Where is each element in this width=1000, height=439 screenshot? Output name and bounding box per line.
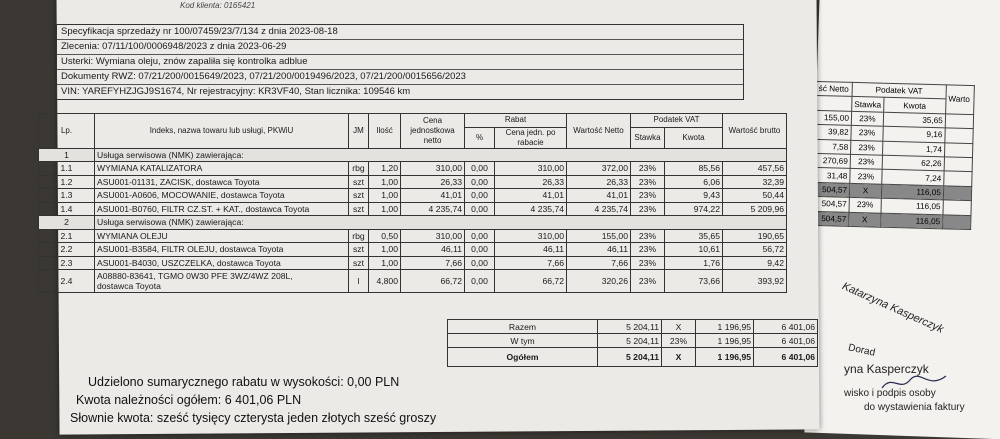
- item-vat-rate: 23%: [631, 229, 665, 243]
- item-gross: 190,65: [723, 229, 787, 243]
- side-vat-table: [812, 81, 975, 230]
- item-lp: 2.1: [39, 229, 95, 243]
- item-jm: rbg: [349, 162, 369, 176]
- table-row: [39, 256, 787, 270]
- section-header-row: [39, 148, 787, 162]
- item-vat-amount: 85,56: [665, 162, 723, 176]
- side-vat: 35,65: [883, 112, 945, 128]
- side-net: 504,57: [813, 211, 849, 226]
- item-vat-rate: 23%: [631, 189, 665, 203]
- item-vat-rate: 23%: [631, 270, 665, 293]
- col-net: Wartość Netto: [567, 114, 631, 149]
- col-rabat: Rabat: [465, 114, 567, 128]
- table-row: [39, 175, 787, 189]
- item-price-after-discount: 310,00: [495, 229, 567, 243]
- side-rate: 23%: [850, 169, 882, 184]
- table-row: [39, 202, 787, 216]
- item-unit-price: 46,11: [401, 243, 465, 257]
- totals-rate: X: [662, 320, 696, 334]
- item-qty: 1,00: [369, 189, 401, 203]
- order-line: Zlecenia: 07/11/100/0006948/2023 z dnia 2023-06-29: [57, 40, 743, 55]
- section-header-row: [39, 216, 787, 230]
- item-vat-amount: 35,65: [665, 229, 723, 243]
- item-vat-rate: 23%: [631, 162, 665, 176]
- item-name: WYMIANA OLEJU: [95, 229, 349, 243]
- totals-razem-row: [448, 320, 818, 334]
- item-net: 26,33: [567, 175, 631, 189]
- item-vat-amount: 974,22: [665, 202, 723, 216]
- item-lp: 1.1: [39, 162, 95, 176]
- item-gross: 457,56: [723, 162, 787, 176]
- item-discount-pct: 0,00: [465, 229, 495, 243]
- amount-due: Kwota należności ogółem: 6 401,06 PLN: [76, 393, 302, 407]
- col-unit-price: Cena jednostkowa netto: [401, 114, 465, 149]
- side-net-header: ść Netto: [816, 81, 852, 96]
- item-vat-rate: 23%: [631, 175, 665, 189]
- item-qty: 1,20: [369, 162, 401, 176]
- printed-name: yna Kasperczyk: [844, 362, 929, 376]
- side-rate: X: [849, 212, 881, 227]
- item-gross: 50,44: [723, 189, 787, 203]
- item-lp: 2.3: [39, 256, 95, 270]
- item-name: ASU001-A0606, MOCOWANIE, dostawca Toyota: [95, 189, 349, 203]
- totals-label: W tym: [448, 334, 598, 348]
- side-rate: 23%: [851, 140, 883, 155]
- item-name: ASU001-B3584, FILTR OLEJU, dostawca Toyota: [95, 243, 349, 257]
- col-vat-amount: Kwota: [665, 127, 723, 148]
- totals-net: 5 204,11: [598, 348, 662, 367]
- section-title: Usługa serwisowa (NMK) zawierająca:: [95, 148, 787, 162]
- item-lp: 2.4: [39, 270, 95, 293]
- col-vat-rate: Stawka: [631, 127, 665, 148]
- totals-vat: 1 196,95: [696, 334, 754, 348]
- side-net: 270,69: [814, 153, 850, 168]
- items-table: [38, 113, 787, 293]
- document-header-box: [56, 24, 744, 100]
- item-gross: 32,39: [723, 175, 787, 189]
- side-net: 7,58: [815, 139, 851, 154]
- item-discount-pct: 0,00: [465, 270, 495, 293]
- item-name: ASU001-B4030, USZCZELKA, dostawca Toyota: [95, 256, 349, 270]
- item-price-after-discount: 41,01: [495, 189, 567, 203]
- item-net: 46,11: [567, 243, 631, 257]
- item-discount-pct: 0,00: [465, 175, 495, 189]
- client-code: Kod klienta: 0165421: [180, 1, 256, 10]
- totals-net: 5 204,11: [598, 320, 662, 334]
- item-discount-pct: 0,00: [465, 256, 495, 270]
- totals-label: Razem: [448, 320, 598, 334]
- side-net: 155,00: [815, 110, 851, 125]
- totals-table: [447, 319, 818, 367]
- item-price-after-discount: 7,66: [495, 256, 567, 270]
- side-vat: 7,24: [882, 170, 944, 186]
- table-row: [39, 270, 787, 293]
- discount-note: Udzielono sumarycznego rabatu w wysokości: 0,00 PLN: [88, 375, 400, 389]
- section-lp: 1: [39, 148, 95, 162]
- side-vat: 116,05: [881, 184, 943, 200]
- col-qty: Ilość: [369, 114, 401, 149]
- spec-line: Specyfikacja sprzedaży nr 100/07459/23/7/134 z dnia 2023-08-18: [57, 25, 743, 40]
- item-vat-amount: 1,76: [665, 256, 723, 270]
- side-rate: X: [849, 183, 881, 198]
- item-jm: rbg: [349, 229, 369, 243]
- side-net: 504,57: [813, 182, 849, 197]
- amount-in-words: Słownie kwota: sześć tysięcy czterysta jeden złotych sześć groszy: [70, 411, 437, 425]
- side-net: 39,82: [815, 125, 851, 140]
- item-net: 155,00: [567, 229, 631, 243]
- item-discount-pct: 0,00: [465, 189, 495, 203]
- item-jm: szt: [349, 202, 369, 216]
- item-vat-amount: 73,66: [665, 270, 723, 293]
- side-vat: 1,74: [882, 141, 944, 157]
- item-unit-price: 66,72: [401, 270, 465, 293]
- side-vat: 62,26: [882, 155, 944, 171]
- table-row: [39, 229, 787, 243]
- side-vat: 116,05: [880, 213, 942, 229]
- item-name-line1: A08880-83641, TGMO 0W30 PFE 3WZ/4WZ 208L,: [97, 271, 293, 281]
- totals-ogolem-row: [448, 348, 818, 367]
- side-rate: 23%: [851, 126, 883, 141]
- item-unit-price: 4 235,74: [401, 202, 465, 216]
- side-gross-header: Warto: [945, 85, 974, 115]
- col-gross: Wartość brutto: [723, 114, 787, 149]
- role-text: Dorad: [847, 342, 877, 359]
- table-row: [39, 162, 787, 176]
- side-amount-header: Kwota: [883, 98, 945, 114]
- side-vat: 9,16: [883, 126, 945, 142]
- item-name-line2: dostawca Toyota: [97, 281, 161, 291]
- item-unit-price: 310,00: [401, 162, 465, 176]
- item-net: 41,01: [567, 189, 631, 203]
- item-qty: 1,00: [369, 202, 401, 216]
- item-vat-amount: 9,43: [665, 189, 723, 203]
- item-jm: szt: [349, 189, 369, 203]
- signature-caption-1: wisko i podpis osoby: [844, 388, 936, 399]
- item-lp: 1.2: [39, 175, 95, 189]
- item-gross: 5 209,96: [723, 202, 787, 216]
- table-row: [39, 243, 787, 257]
- item-discount-pct: 0,00: [465, 243, 495, 257]
- totals-vat: 1 196,95: [696, 320, 754, 334]
- totals-vat: 1 196,95: [696, 348, 754, 367]
- item-jm: szt: [349, 256, 369, 270]
- item-unit-price: 26,33: [401, 175, 465, 189]
- item-price-after-discount: 46,11: [495, 243, 567, 257]
- item-net: 320,26: [567, 270, 631, 293]
- totals-net: 5 204,11: [598, 334, 662, 348]
- table-row: [39, 189, 787, 203]
- item-discount-pct: 0,00: [465, 162, 495, 176]
- item-net: 4 235,74: [567, 202, 631, 216]
- item-jm: l: [349, 270, 369, 293]
- item-qty: 0,50: [369, 229, 401, 243]
- documents-line: Dokumenty RWZ: 07/21/200/0015649/2023, 07/21/200/0019496/2023, 07/21/200/0015656/2023: [57, 70, 743, 85]
- item-lp: 1.3: [39, 189, 95, 203]
- vin-line: VIN: YAREFYHZJGJ9S1674, Nr rejestracyjny: KR3VF40, Stan licznika: 109546 km: [61, 86, 411, 97]
- item-vat-rate: 23%: [631, 202, 665, 216]
- item-price-after-discount: 4 235,74: [495, 202, 567, 216]
- item-qty: 4,800: [369, 270, 401, 293]
- side-vat: 116,05: [881, 198, 943, 214]
- item-unit-price: 310,00: [401, 229, 465, 243]
- item-vat-amount: 10,61: [665, 243, 723, 257]
- totals-gross: 6 401,06: [754, 320, 818, 334]
- item-name: ASU001-B0760, FILTR CZ.ST. + KAT., dostawca Toyota: [95, 202, 349, 216]
- totals-wtym-row: [448, 334, 818, 348]
- item-name: WYMIANA KATALIZATORA: [95, 162, 349, 176]
- item-unit-price: 7,66: [401, 256, 465, 270]
- section-lp: 2: [39, 216, 95, 230]
- item-price-after-discount: 26,33: [495, 175, 567, 189]
- item-vat-rate: 23%: [631, 243, 665, 257]
- totals-rate: X: [662, 348, 696, 367]
- side-rate: 23%: [850, 154, 882, 169]
- item-gross: 393,92: [723, 270, 787, 293]
- item-qty: 1,00: [369, 243, 401, 257]
- side-rate: 23%: [849, 197, 881, 212]
- side-vat-header: Podatek VAT: [852, 82, 946, 99]
- totals-label: Ogółem: [448, 348, 598, 367]
- item-name: [95, 270, 349, 293]
- item-net: 7,66: [567, 256, 631, 270]
- item-lp: 2.2: [39, 243, 95, 257]
- item-lp: 1.4: [39, 202, 95, 216]
- item-discount-pct: 0,00: [465, 202, 495, 216]
- col-rabat-price: Cena jedn. po rabacie: [495, 127, 567, 148]
- side-rate-header: Stawka: [852, 97, 884, 112]
- item-qty: 1,00: [369, 175, 401, 189]
- item-price-after-discount: 66,72: [495, 270, 567, 293]
- totals-gross: 6 401,06: [754, 334, 818, 348]
- item-jm: szt: [349, 243, 369, 257]
- item-unit-price: 41,01: [401, 189, 465, 203]
- side-net: 31,48: [814, 168, 850, 183]
- item-jm: szt: [349, 175, 369, 189]
- faults-line: Usterki: Wymiana oleju, znów zapaliła się kontrolka adblue: [57, 55, 743, 70]
- item-vat-amount: 6,06: [665, 175, 723, 189]
- totals-rate: 23%: [662, 334, 696, 348]
- totals-gross: 6 401,06: [754, 348, 818, 367]
- col-lp: Lp.: [39, 114, 95, 149]
- item-qty: 1,00: [369, 256, 401, 270]
- side-rate: 23%: [851, 111, 883, 126]
- col-jm: JM: [349, 114, 369, 149]
- item-name: ASU001-01131, ZACISK, dostawca Toyota: [95, 175, 349, 189]
- side-net: 504,57: [813, 197, 849, 212]
- handwritten-signature: [880, 372, 950, 394]
- section-title: Usługa serwisowa (NMK) zawierająca:: [95, 216, 787, 230]
- signature-caption-2: do wystawienia faktury: [864, 402, 965, 413]
- col-vat: Podatek VAT: [631, 114, 723, 128]
- item-vat-rate: 23%: [631, 256, 665, 270]
- col-rabat-pct: %: [465, 127, 495, 148]
- item-net: 372,00: [567, 162, 631, 176]
- signature-stamp-name: Katarzyna Kasperczyk: [840, 280, 946, 336]
- item-gross: 56,72: [723, 243, 787, 257]
- item-gross: 9,42: [723, 256, 787, 270]
- col-name: Indeks, nazwa towaru lub usługi, PKWiU: [95, 114, 349, 149]
- item-price-after-discount: 310,00: [495, 162, 567, 176]
